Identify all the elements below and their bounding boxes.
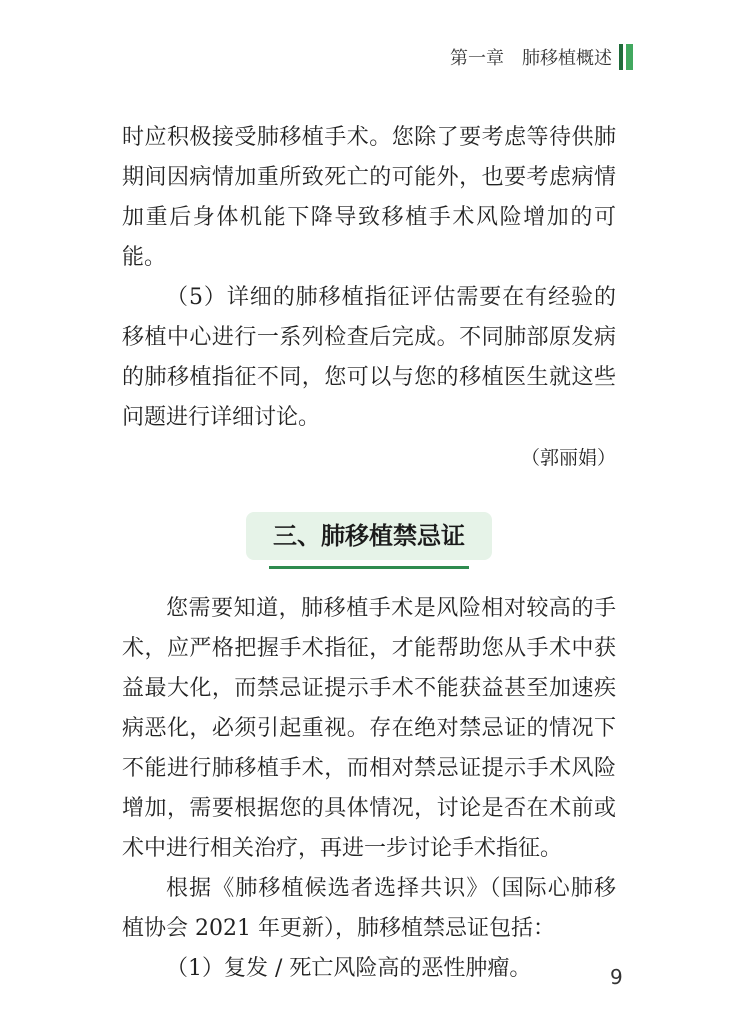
- paragraph-1: 时应积极接受肺移植手术。您除了要考虑等待供肺期间因病情加重所致死亡的可能外，也要考虑病情加重后身体机能下降导致移植手术风险增加的可能。: [122, 125, 616, 270]
- header-accent-bar-light: [626, 44, 633, 70]
- section-heading-underline: [269, 566, 469, 569]
- page-content: [122, 118, 616, 989]
- paragraph-2: （5）详细的肺移植指征评估需要在有经验的移植中心进行一系列检查后完成。不同肺部原发病的肺移植指征不同，您可以与您的移植医生就这些问题进行详细讨论。: [122, 285, 616, 430]
- page-number: 9: [610, 965, 623, 989]
- header-accent-bar-dark: [619, 44, 623, 70]
- paragraph-5: （1）复发 / 死亡风险高的恶性肿瘤。: [166, 956, 532, 981]
- author-credit: （郭丽娟）: [520, 447, 616, 469]
- paragraph-3: 您需要知道，肺移植手术是风险相对较高的手术，应严格把握手术指征，才能帮助您从手术中获益最大化，而禁忌证提示手术不能获益甚至加速疾病恶化，必须引起重视。存在绝对禁忌证的情况下不能进行肺移植手术，而相对禁忌证提示手术风险增加，需要根据您的具体情况，讨论是否在术前或术中进行相关治疗，再进一步讨论手术指征。: [122, 596, 616, 861]
- paragraph-4: 根据《肺移植候选者选择共识》（国际心肺移植协会 2021 年更新），肺移植禁忌证包括：: [122, 876, 616, 941]
- section-heading: 三、肺移植禁忌证: [246, 512, 492, 560]
- chapter-label: 第一章: [450, 48, 504, 69]
- running-header: [450, 44, 612, 70]
- chapter-title: 肺移植概述: [522, 48, 612, 69]
